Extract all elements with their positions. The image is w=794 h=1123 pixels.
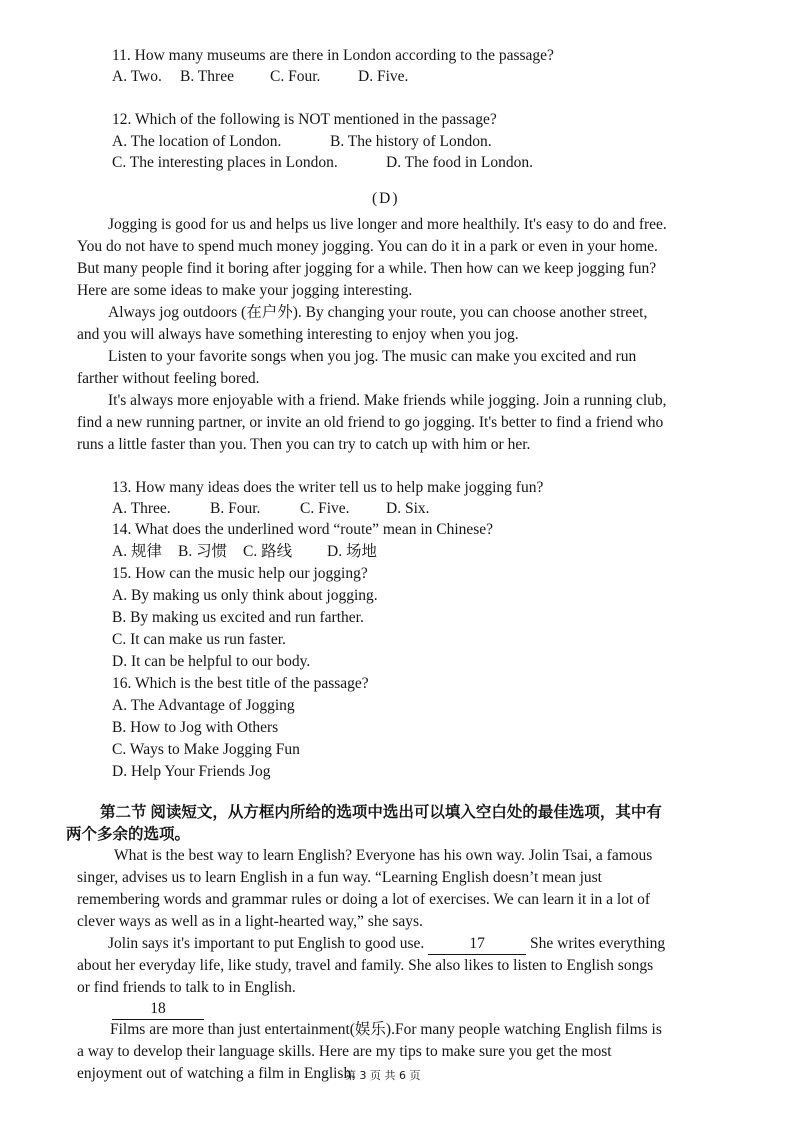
q13-option-a: A. Three. [112, 500, 171, 517]
passage-2-line: remembering words and grammar rules or doing a lot of exercises. We can learn it in a lot of [77, 891, 651, 908]
passage-d-line: Here are some ideas to make your jogging interesting. [77, 282, 413, 299]
q15-option-b: B. By making us excited and run farther. [112, 609, 364, 626]
question-13-stem: 13. How many ideas does the writer tell us to help make jogging fun? [112, 479, 544, 496]
question-11-stem: 11. How many museums are there in London according to the passage? [112, 47, 554, 64]
q15-option-d: D. It can be helpful to our body. [112, 653, 311, 670]
q13-option-d: D. Six. [386, 500, 430, 517]
q16-option-c: C. Ways to Make Jogging Fun [112, 741, 300, 758]
q14-option-d: D. 场地 [327, 543, 377, 560]
question-12-stem: 12. Which of the following is NOT mentioned in the passage? [112, 111, 497, 128]
passage-2-line: about her everyday life, like study, travel and family. She also likes to listen to English songs [77, 957, 654, 974]
question-15-stem: 15. How can the music help our jogging? [112, 565, 368, 582]
passage-d-line: Listen to your favorite songs when you jog. The music can make you excited and run [108, 348, 637, 365]
question-16-stem: 16. Which is the best title of the passage? [112, 675, 369, 692]
passage-3-line: Films are more than just entertainment(娱乐).For many people watching English films is [110, 1021, 662, 1038]
q14-option-a: A. 规律 [112, 543, 162, 560]
passage-d-line: farther without feeling bored. [77, 370, 260, 387]
passage-2-line: What is the best way to learn English? Everyone has his own way. Jolin Tsai, a famous [114, 847, 653, 864]
q15-option-a: A. By making us only think about jogging. [112, 587, 378, 604]
q11-option-d: D. Five. [358, 68, 409, 85]
q13-option-c: C. Five. [300, 500, 350, 517]
passage-2-line: clever ways as well as in a light-hearted way,” she says. [77, 913, 423, 930]
passage-d-line: Always jog outdoors (在户外). By changing your route, you can choose another street, [108, 304, 648, 321]
blank-18-line [112, 999, 204, 1020]
passage-3-line: a way to develop their language skills. Here are my tips to make sure you get the most [77, 1043, 612, 1060]
passage-3-line: enjoyment out of watching a film in English. [77, 1065, 356, 1082]
part-d-heading: (D) [372, 190, 400, 207]
q12-option-a: A. The location of London. [112, 133, 282, 150]
q11-option-a: A. Two. [112, 68, 162, 85]
q11-option-b: B. Three [180, 68, 234, 85]
q13-option-b: B. Four. [210, 500, 261, 517]
passage-d-line: find a new running partner, or invite an old friend to go jogging. It's better to find a friend who [77, 414, 664, 431]
passage-d-line: You do not have to spend much money jogging. You can do it in a park or even in your home. [77, 238, 658, 255]
question-14-stem: 14. What does the underlined word “route” mean in Chinese? [112, 521, 494, 538]
q12-option-c: C. The interesting places in London. [112, 154, 338, 171]
passage-d-line: But many people find it boring after jogging for a while. Then how can we keep jogging fun? [77, 260, 657, 277]
passage-2-line: singer, advises us to learn English in a fun way. “Learning English doesn’t mean just [77, 869, 602, 886]
q14-option-b: B. 习惯 [178, 543, 228, 560]
blank-18[interactable]: 18 [112, 999, 204, 1020]
section-2-heading: 第二节 阅读短文，从方框内所给的选项中选出可以填入空白处的最佳选项，其中有 [100, 804, 662, 821]
q12-option-d: D. The food in London. [386, 154, 533, 171]
q16-option-a: A. The Advantage of Jogging [112, 697, 295, 714]
q16-option-d: D. Help Your Friends Jog [112, 763, 271, 780]
passage-d-line: and you will always have something interesting to enjoy when you jog. [77, 326, 519, 343]
passage-2-line: or find friends to talk to in English. [77, 979, 296, 996]
passage-d-line: It's always more enjoyable with a friend. Make friends while jogging. Join a running club, [108, 392, 667, 409]
passage-text: Jolin says it's important to put English to good use. [108, 935, 425, 952]
blank-17[interactable]: 17 [428, 934, 526, 955]
q11-option-c: C. Four. [270, 68, 321, 85]
passage-2-line-with-blank [108, 934, 665, 955]
q14-option-c: C. 路线 [243, 543, 293, 560]
q16-option-b: B. How to Jog with Others [112, 719, 279, 736]
section-2-heading-cont: 两个多余的选项。 [66, 826, 191, 843]
passage-text: She writes everything [530, 935, 666, 952]
q12-option-b: B. The history of London. [330, 133, 492, 150]
passage-d-line: Jogging is good for us and helps us live longer and more healthily. It's easy to do and free. [108, 216, 667, 233]
page-number: 第 3 页 共 6 页 [345, 1069, 421, 1082]
passage-d-line: runs a little faster than you. Then you can try to catch up with him or her. [77, 436, 531, 453]
q15-option-c: C. It can make us run faster. [112, 631, 286, 648]
